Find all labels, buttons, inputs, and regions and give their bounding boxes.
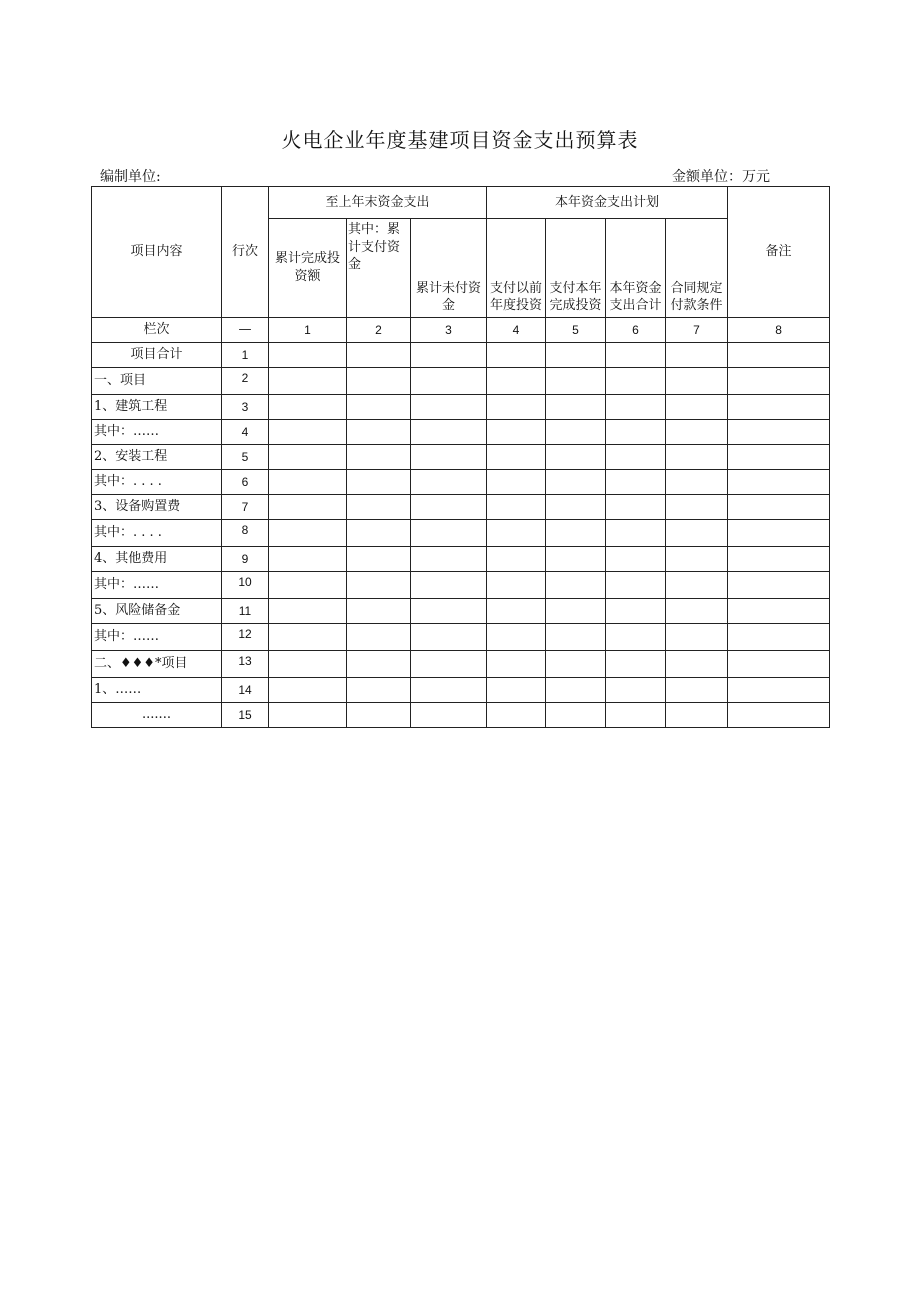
- index-cell: 6: [606, 318, 666, 343]
- row-label: 二、♦♦♦*项目: [92, 651, 222, 678]
- data-cell[interactable]: [269, 343, 347, 368]
- data-cell[interactable]: [347, 651, 411, 678]
- data-cell[interactable]: [411, 547, 487, 572]
- data-cell[interactable]: [269, 368, 347, 395]
- row-label: 3、设备购置费: [92, 495, 222, 520]
- data-cell[interactable]: [666, 703, 728, 728]
- data-cell[interactable]: [411, 703, 487, 728]
- index-cell: 1: [269, 318, 347, 343]
- row-label: 一、项目: [92, 368, 222, 395]
- row-number: 7: [222, 495, 269, 520]
- data-cell[interactable]: [411, 470, 487, 495]
- data-cell[interactable]: [411, 495, 487, 520]
- row-label: 5、风险储备金: [92, 599, 222, 624]
- data-cell[interactable]: [411, 368, 487, 395]
- data-cell[interactable]: [606, 703, 666, 728]
- data-cell[interactable]: [546, 678, 606, 703]
- data-cell[interactable]: [347, 678, 411, 703]
- data-cell[interactable]: [347, 368, 411, 395]
- header-col-text: 支付本年完成投资: [549, 280, 602, 314]
- data-cell[interactable]: [347, 599, 411, 624]
- data-cell[interactable]: [666, 495, 728, 520]
- data-cell[interactable]: [666, 343, 728, 368]
- budget-table: [91, 186, 830, 728]
- data-cell[interactable]: [666, 547, 728, 572]
- data-cell[interactable]: [606, 395, 666, 420]
- data-cell[interactable]: [347, 470, 411, 495]
- row-number: 15: [222, 703, 269, 728]
- data-cell[interactable]: [269, 495, 347, 520]
- data-cell[interactable]: [606, 343, 666, 368]
- data-rows: [92, 343, 830, 728]
- table-row: [92, 445, 830, 470]
- table-row: [92, 624, 830, 651]
- data-cell[interactable]: [546, 572, 606, 599]
- data-cell[interactable]: [728, 445, 830, 470]
- table-row: [92, 520, 830, 547]
- row-label: 其中：……: [92, 624, 222, 651]
- data-cell[interactable]: [728, 470, 830, 495]
- row-label: 4、其他费用: [92, 547, 222, 572]
- data-cell[interactable]: [487, 420, 546, 445]
- table-row: [92, 703, 830, 728]
- table-row: [92, 420, 830, 445]
- table-row: [92, 599, 830, 624]
- row-label: 其中：……: [92, 420, 222, 445]
- data-cell[interactable]: [487, 703, 546, 728]
- data-cell[interactable]: [269, 624, 347, 651]
- data-cell[interactable]: [728, 703, 830, 728]
- data-cell[interactable]: [411, 445, 487, 470]
- header-col-cumulative-unpaid: [411, 219, 487, 318]
- row-number: 4: [222, 420, 269, 445]
- data-cell[interactable]: [546, 599, 606, 624]
- header-item: 项目内容: [92, 187, 222, 318]
- row-number: 14: [222, 678, 269, 703]
- data-cell[interactable]: [269, 547, 347, 572]
- index-row: [92, 318, 830, 343]
- row-number: 6: [222, 470, 269, 495]
- row-number: 13: [222, 651, 269, 678]
- data-cell[interactable]: [606, 547, 666, 572]
- data-cell[interactable]: [606, 445, 666, 470]
- data-cell[interactable]: [606, 470, 666, 495]
- data-cell[interactable]: [728, 678, 830, 703]
- data-cell[interactable]: [728, 395, 830, 420]
- data-cell[interactable]: [666, 678, 728, 703]
- table-row: [92, 547, 830, 572]
- header-row-1: [92, 187, 830, 219]
- data-cell[interactable]: [487, 520, 546, 547]
- data-cell[interactable]: [411, 599, 487, 624]
- data-cell[interactable]: [606, 572, 666, 599]
- data-cell[interactable]: [487, 445, 546, 470]
- data-cell[interactable]: [411, 651, 487, 678]
- data-cell[interactable]: [546, 445, 606, 470]
- data-cell[interactable]: [269, 651, 347, 678]
- data-cell[interactable]: [411, 678, 487, 703]
- row-number: 10: [222, 572, 269, 599]
- data-cell[interactable]: [269, 470, 347, 495]
- row-label: 项目合计: [92, 343, 222, 368]
- row-number: 12: [222, 624, 269, 651]
- data-cell[interactable]: [411, 624, 487, 651]
- data-cell[interactable]: [347, 572, 411, 599]
- amount-unit-label: 金额单位：万元: [672, 169, 770, 185]
- data-cell[interactable]: [606, 599, 666, 624]
- header-col-cumulative-paid: [347, 219, 411, 318]
- row-label: 其中：……: [92, 572, 222, 599]
- data-cell[interactable]: [347, 495, 411, 520]
- data-cell[interactable]: [728, 520, 830, 547]
- data-cell[interactable]: [411, 420, 487, 445]
- data-cell[interactable]: [487, 343, 546, 368]
- data-cell[interactable]: [487, 470, 546, 495]
- table-row: [92, 572, 830, 599]
- header-col-pay-this-year: [546, 219, 606, 318]
- header-row-no: 行次: [222, 187, 269, 318]
- data-cell[interactable]: [728, 599, 830, 624]
- data-cell[interactable]: [606, 495, 666, 520]
- data-cell[interactable]: [606, 520, 666, 547]
- header-group-this: 本年资金支出计划: [487, 187, 728, 219]
- data-cell[interactable]: [347, 520, 411, 547]
- data-cell[interactable]: [546, 470, 606, 495]
- table-row: [92, 368, 830, 395]
- data-cell[interactable]: [269, 520, 347, 547]
- data-cell[interactable]: [487, 599, 546, 624]
- data-cell[interactable]: [546, 343, 606, 368]
- data-cell[interactable]: [269, 678, 347, 703]
- table-row: [92, 470, 830, 495]
- data-cell[interactable]: [487, 495, 546, 520]
- data-cell[interactable]: [728, 343, 830, 368]
- data-cell[interactable]: [546, 624, 606, 651]
- data-cell[interactable]: [546, 547, 606, 572]
- header-col-contract-terms: [666, 219, 728, 318]
- data-cell[interactable]: [269, 572, 347, 599]
- header-remark: 备注: [728, 187, 830, 318]
- data-cell[interactable]: [487, 547, 546, 572]
- data-cell[interactable]: [728, 624, 830, 651]
- header-group-prev: 至上年末资金支出: [269, 187, 487, 219]
- data-cell[interactable]: [411, 395, 487, 420]
- data-cell[interactable]: [347, 343, 411, 368]
- data-cell[interactable]: [666, 470, 728, 495]
- data-cell[interactable]: [347, 547, 411, 572]
- data-cell[interactable]: [546, 368, 606, 395]
- row-number: 1: [222, 343, 269, 368]
- data-cell[interactable]: [347, 420, 411, 445]
- data-cell[interactable]: [666, 368, 728, 395]
- index-cell: 8: [728, 318, 830, 343]
- data-cell[interactable]: [487, 678, 546, 703]
- data-cell[interactable]: [606, 368, 666, 395]
- data-cell[interactable]: [487, 651, 546, 678]
- table-row: [92, 651, 830, 678]
- header-col-text: 其中：累计支付资金: [348, 222, 401, 273]
- data-cell[interactable]: [269, 395, 347, 420]
- data-cell[interactable]: [411, 520, 487, 547]
- row-label: 其中：. . . .: [92, 520, 222, 547]
- data-cell[interactable]: [728, 420, 830, 445]
- header-col-text: 本年资金支出合计: [609, 280, 662, 314]
- data-cell[interactable]: [728, 547, 830, 572]
- data-cell[interactable]: [487, 624, 546, 651]
- index-cell: 5: [546, 318, 606, 343]
- data-cell[interactable]: [487, 368, 546, 395]
- data-cell[interactable]: [546, 520, 606, 547]
- header-col-pay-prior-years: [487, 219, 546, 318]
- data-cell[interactable]: [487, 395, 546, 420]
- data-cell[interactable]: [546, 420, 606, 445]
- header-col-cumulative-investment: [269, 219, 347, 318]
- data-cell[interactable]: [728, 651, 830, 678]
- data-cell[interactable]: [269, 703, 347, 728]
- row-number: 3: [222, 395, 269, 420]
- data-cell[interactable]: [728, 368, 830, 395]
- header-col-text: 累计未付资金: [416, 280, 482, 314]
- data-cell[interactable]: [606, 678, 666, 703]
- row-number: 11: [222, 599, 269, 624]
- data-cell[interactable]: [269, 445, 347, 470]
- data-cell[interactable]: [269, 420, 347, 445]
- row-number: 9: [222, 547, 269, 572]
- row-number: 2: [222, 368, 269, 395]
- row-number: 8: [222, 520, 269, 547]
- row-label: .......: [92, 703, 222, 728]
- index-cell: 4: [487, 318, 546, 343]
- data-cell[interactable]: [546, 651, 606, 678]
- data-cell[interactable]: [666, 520, 728, 547]
- data-cell[interactable]: [728, 495, 830, 520]
- header-col-year-total: [606, 219, 666, 318]
- header-col-text: 累计完成投资额: [274, 251, 340, 284]
- header-col-text: 合同规定付款条件: [670, 280, 723, 314]
- row-number: 5: [222, 445, 269, 470]
- data-cell[interactable]: [347, 624, 411, 651]
- row-label: 其中：. . . .: [92, 470, 222, 495]
- data-cell[interactable]: [666, 572, 728, 599]
- index-cell: —: [222, 318, 269, 343]
- data-cell[interactable]: [666, 599, 728, 624]
- data-cell[interactable]: [666, 445, 728, 470]
- data-cell[interactable]: [347, 395, 411, 420]
- table-row: [92, 395, 830, 420]
- index-cell: 3: [411, 318, 487, 343]
- data-cell[interactable]: [487, 572, 546, 599]
- data-cell[interactable]: [546, 703, 606, 728]
- compiling-unit-label: 编制单位:: [100, 169, 161, 185]
- row-label: 2、安装工程: [92, 445, 222, 470]
- data-cell[interactable]: [411, 343, 487, 368]
- page-title: 火电企业年度基建项目资金支出预算表: [281, 128, 639, 152]
- data-cell[interactable]: [606, 420, 666, 445]
- data-cell[interactable]: [269, 599, 347, 624]
- data-cell[interactable]: [347, 703, 411, 728]
- data-cell[interactable]: [666, 420, 728, 445]
- index-cell: 2: [347, 318, 411, 343]
- data-cell[interactable]: [606, 624, 666, 651]
- data-cell[interactable]: [666, 651, 728, 678]
- data-cell[interactable]: [666, 624, 728, 651]
- row-label: 1、……: [92, 678, 222, 703]
- data-cell[interactable]: [411, 572, 487, 599]
- table-row: [92, 495, 830, 520]
- data-cell[interactable]: [546, 395, 606, 420]
- data-cell[interactable]: [606, 651, 666, 678]
- data-cell[interactable]: [347, 445, 411, 470]
- row-label: 1、建筑工程: [92, 395, 222, 420]
- data-cell[interactable]: [546, 495, 606, 520]
- data-cell[interactable]: [728, 572, 830, 599]
- table-row: [92, 343, 830, 368]
- index-cell: 7: [666, 318, 728, 343]
- table-row: [92, 678, 830, 703]
- data-cell[interactable]: [666, 395, 728, 420]
- header-col-text: 支付以前年度投资: [490, 280, 543, 314]
- index-cell-label: 栏次: [92, 318, 222, 343]
